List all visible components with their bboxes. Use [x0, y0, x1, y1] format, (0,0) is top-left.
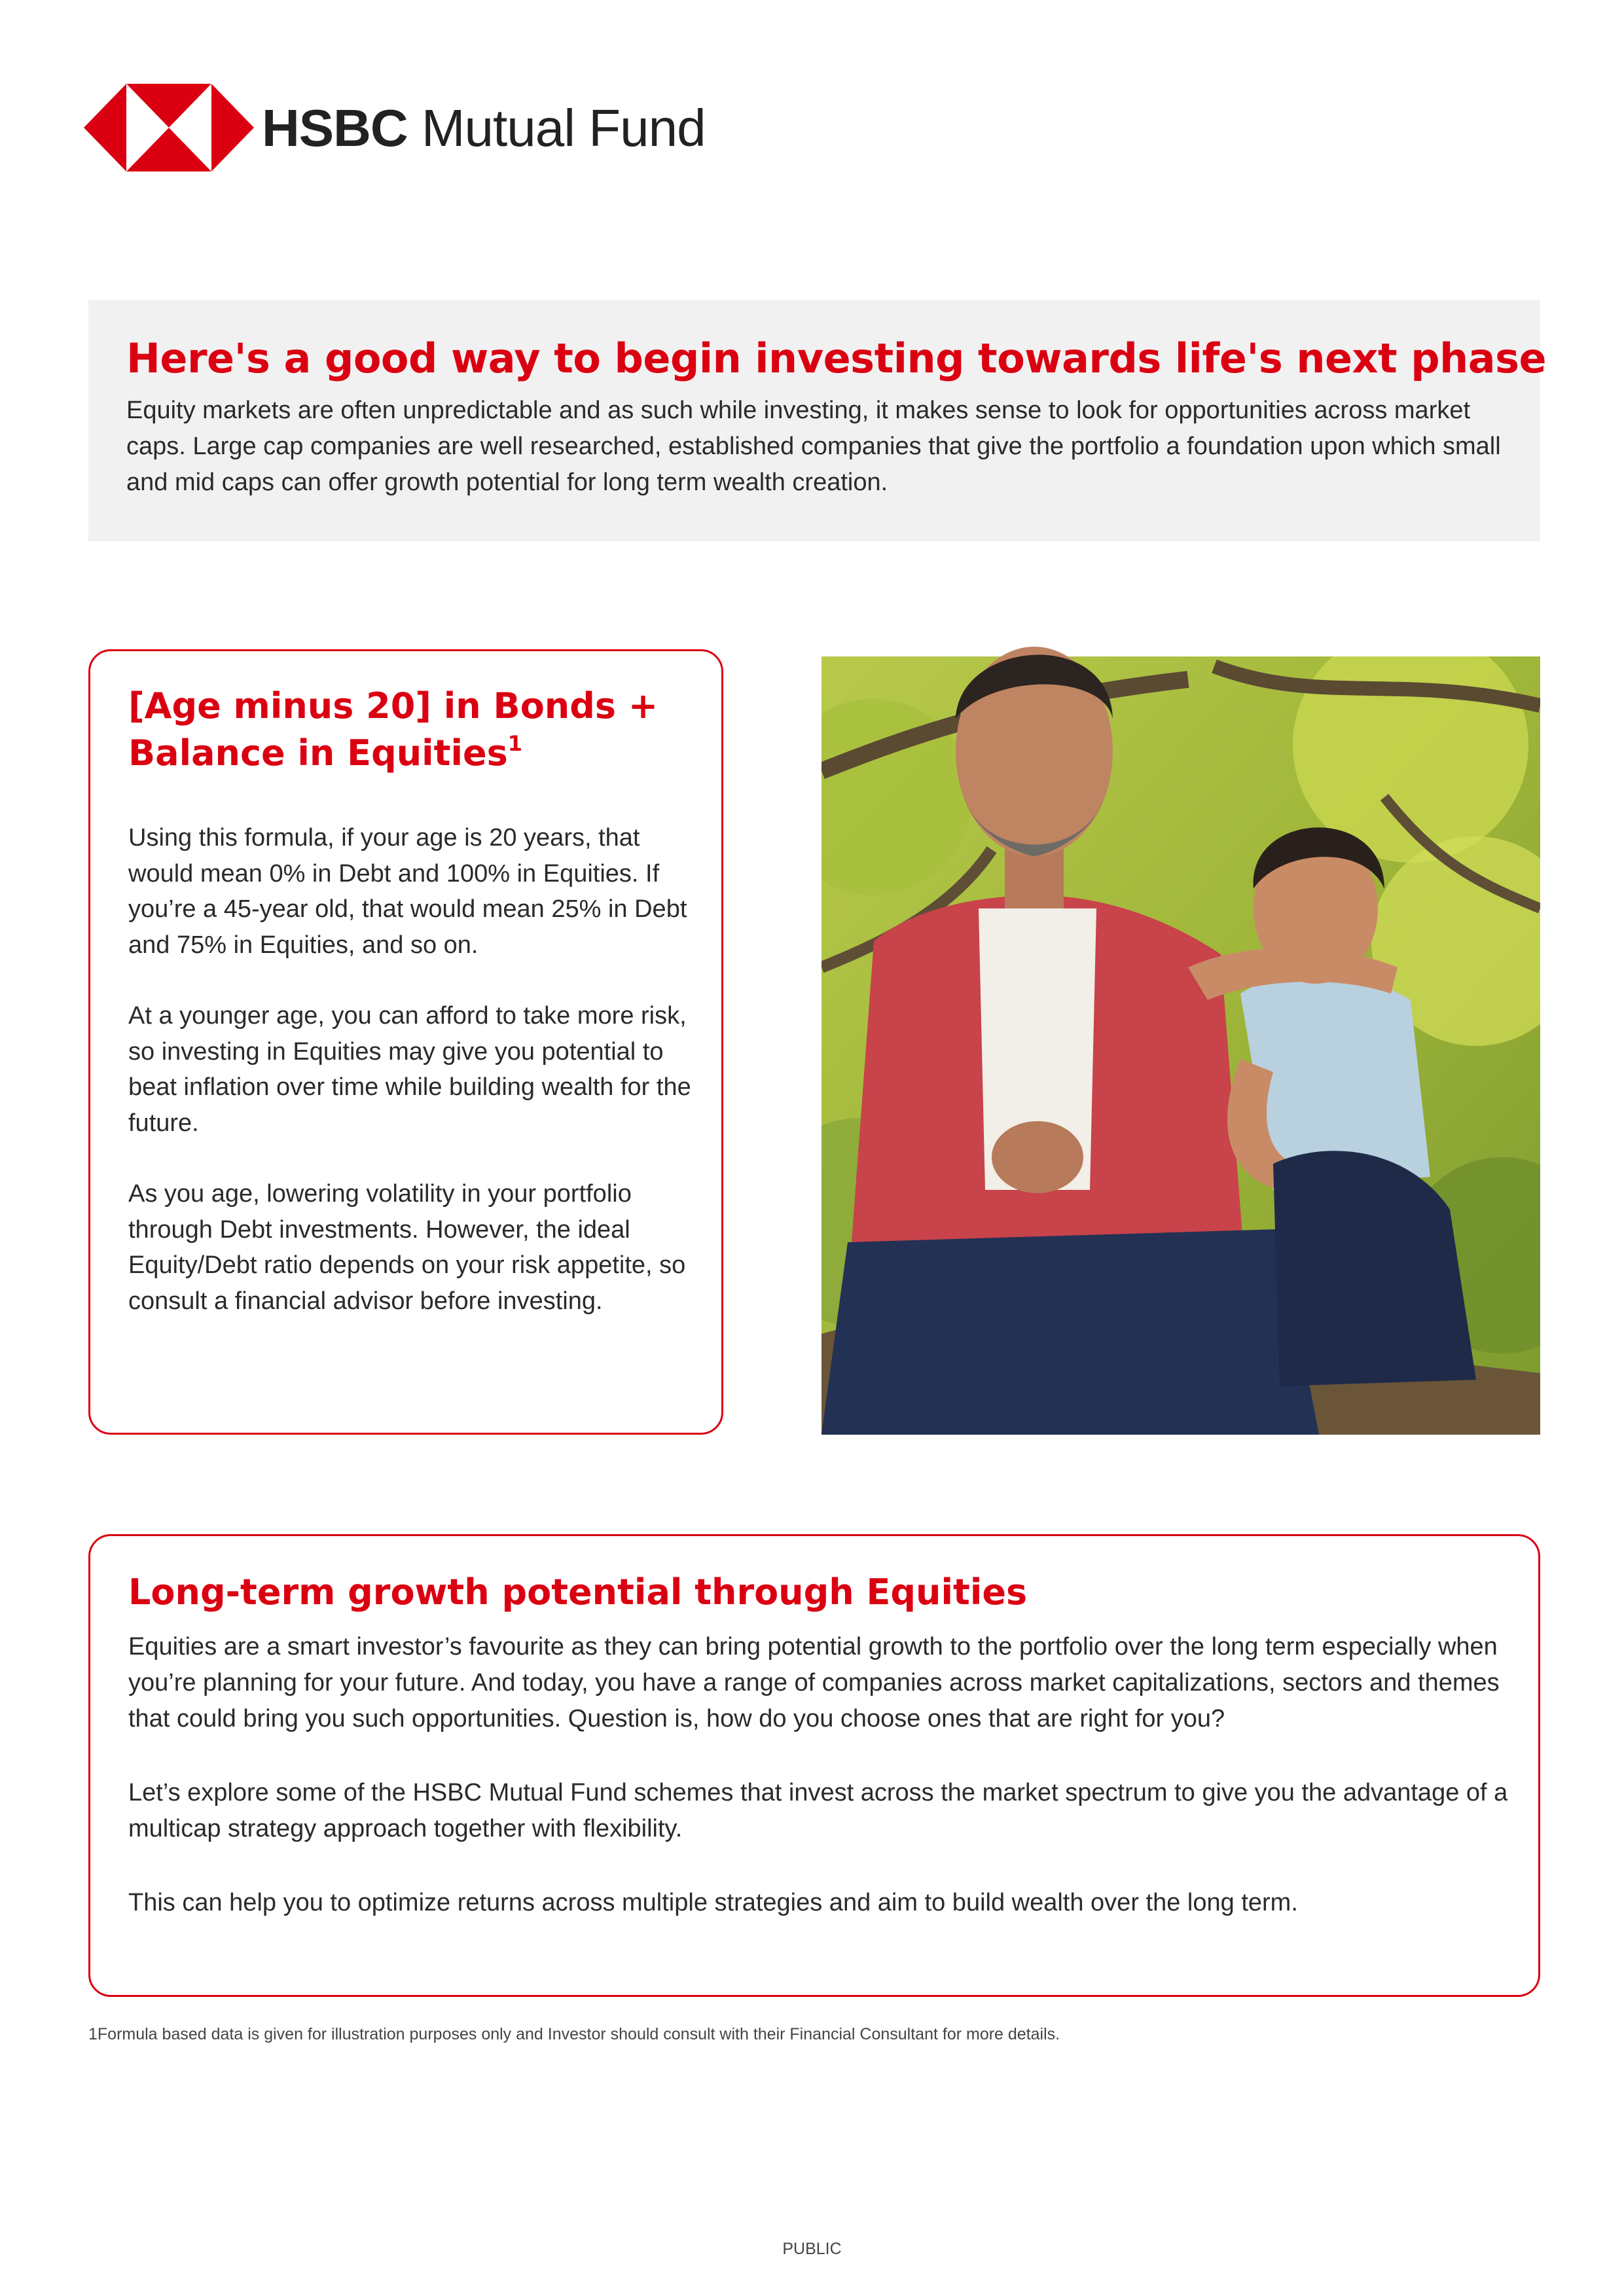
intro-body: Equity markets are often unpredictable and as such while investing, it makes sense to look for opportunities across market caps. Large cap companies are well researched, established companies that give the portfolio a foundation upon which small and mid caps can offer growth potential for long term wealth creation.: [126, 397, 1501, 496]
growth-card-paragraph: Equities are a smart investor’s favourite as they can bring potential growth to the portfolio over the long term especially when you’re planning for your future. And today, you have a range of companies across market capitalizations, sectors and themes that could bring you such opportunities. Question is, how do you choose ones that are right for you?: [128, 1633, 1500, 1732]
growth-card-paragraph: This can help you to optimize returns across multiple strategies and aim to build wealth over the long term.: [128, 1889, 1298, 1916]
formula-card-paragraph: At a younger age, you can afford to take more risk, so investing in Equities may give you potential to beat inflation over time while building wealth for the future.: [128, 1002, 691, 1137]
formula-card-paragraph: As you age, lowering volatility in your portfolio through Debt investments. However, the ideal Equity/Debt ratio depends on your risk appetite, so consult a financial advisor before investing.: [128, 1180, 686, 1315]
formula-card-paragraph: Using this formula, if your age is 20 years, that would mean 0% in Debt and 100% in Equities. If you’re a 45-year old, that would mean 25% in Debt and 75% in Equities, and so on.: [128, 824, 687, 959]
intro-title: Here's a good way to begin investing towards life's next phase: [126, 334, 1547, 382]
footnote: 1Formula based data is given for illustration purposes only and Investor should consult with their Financial Consultant for more details.: [88, 2025, 1060, 2043]
formula-card: [88, 649, 723, 1435]
growth-card: [88, 1534, 1540, 1997]
brand-name: HSBC Mutual Fund: [262, 99, 706, 157]
hsbc-hexagon-icon: [84, 84, 254, 171]
intro-section: [88, 300, 1547, 541]
growth-card-title: Long-term growth potential through Equities: [128, 1571, 1028, 1613]
growth-card-paragraph: Let’s explore some of the HSBC Mutual Fund schemes that invest across the market spectrum to give you the advantage of a multicap strategy approach together with flexibility.: [128, 1779, 1508, 1842]
couple-photo: [821, 601, 1540, 1435]
footnote-ref: 1: [507, 731, 523, 756]
formula-card-title: [Age minus 20] in Bonds + Balance in Equities$^1$: [128, 685, 659, 774]
classification-label: PUBLIC: [782, 2240, 842, 2258]
hsbc-logo: [84, 84, 706, 171]
